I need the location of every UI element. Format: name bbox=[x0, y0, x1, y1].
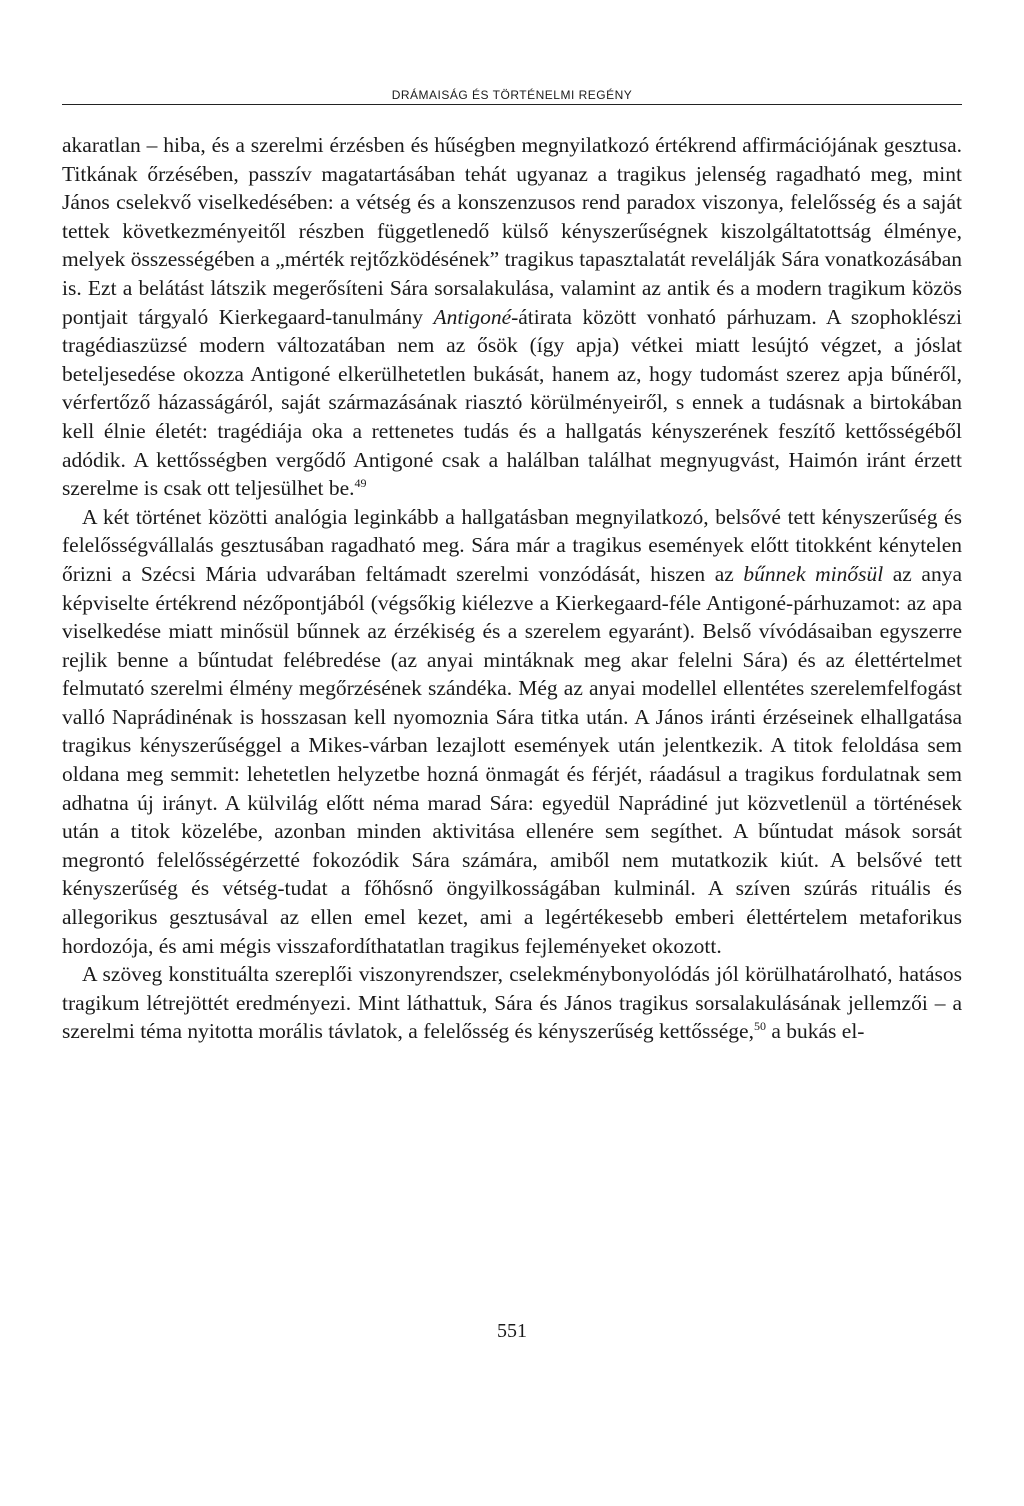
book-page bbox=[62, 88, 962, 1046]
paragraph-1: akaratlan – hiba, és a szerelmi érzésben és hűségben megnyilatkozó értékrend affirmációjának gesztusa. Titkának őrzésében, passzív magatartásában tehát ugyanaz a tragikus jelenség ragadható meg, mint János cselekvő viselkedésében: a vétség és a konszenzusos rend paradox viszonya, felelősség és a saját tettek következményeitől részben függetlenedő külső kényszerűségnek kiszolgáltatottság élménye, melyek összességében a „mérték rejtőzködésének” tragikus tapasztalatát revelálják Sára vonatkozásában is. Ezt a belátást látszik megerősíteni Sára sorsalakulása, valamint az antik és a modern tragikum közös pontjait tárgyaló Kierkegaard-tanulmány Antigoné-átirata között vonható párhuzam. A szophoklészi tragédiaszüzsé modern változatában nem az ősök (így apja) vétkei miatt lesújtó végzet, a jóslat beteljesedése okozza Antigoné elkerülhetetlen bukását, hanem az, hogy tudomást szerez apja bűnéről, vérfertőző házasságáról, saját származásának riasztó körülményeiről, s ennek a tudásnak a birtokában kell élnie életét: tragédiája oka a rettenetes tudás és a hallgatás kényszerének feszítő kettősségéből adódik. A kettősségben vergődő Antigoné csak a halálban találhat megnyugvást, Haimón iránt érzett szerelme is csak ott teljesülhet be.$^{49}$ bbox=[62, 133, 962, 501]
running-head: DRÁMAISÁG ÉS TÖRTÉNELMI REGÉNY bbox=[62, 88, 962, 105]
footnote-ref-49: 49 bbox=[354, 475, 367, 490]
footnote-ref-50: 50 bbox=[753, 1019, 766, 1034]
paragraph-2: A két történet közötti analógia leginkább a hallgatásban megnyilatkozó, belsővé tett kényszerűség és felelősségvállalás gesztusában ragadható meg. Sára már a tragikus események előtt titokként kénytelen őrizni a Szécsi Mária udvarában feltámadt szerelmi vonzódását, hiszen az bűnnek minősül az anya képviselte értékrend nézőpontjából (végsőkig kiélezve a Kierkegaard-féle Antigoné-párhuzamot: az apa viselkedése miatt minősül bűnnek az érzékiség és a szerelem egyaránt). Belső vívódásaiban egyszerre rejlik benne a bűntudat felébredése (az anyai mintáknak meg akar felelni Sára) és az élettértelmet felmutató szerelmi élmény megőrzésének szándéka. Még az anyai modellel ellentétes szerelemfelfogást valló Naprádinénak is hosszasan kell nyomoznia Sára titka után. A János iránti érzéseinek elhallgatása tragikus kényszerűséggel a Mikes-várban lezajlott események után jelentkezik. A titok feloldása sem oldana meg semmit: lehetetlen helyzetbe hozná önmagát és férjét, ráadásul a tragikus fordulatnak sem adhatna új irányt. A külvilág előtt néma marad Sára: egyedül Naprádiné jut közvetlenül a történések után a titok közelébe, azonban minden aktivitása ellenére sem segíthet. A bűntudat mások sorsát megrontó felelősségérzetté fokozódik Sára számára, amiből nem mutatkozik kiút. A belsővé tett kényszerűség és vétség-tudat a főhősnő öngyilkosságában kulminál. A szíven szúrás rituális és allegorikus gesztusával az ellen emel kezet, ami a legértékesebb emberi élettértelem metaforikus hordozója, és ami mégis visszafordíthatatlan tragikus fejleményeket okozott. bbox=[62, 504, 963, 958]
body-text bbox=[62, 131, 962, 1046]
italic-phrase: bűnnek minősül bbox=[743, 561, 884, 586]
italic-title: Antigoné bbox=[433, 304, 512, 329]
page-number: 551 bbox=[497, 1320, 527, 1342]
paragraph-3: A szöveg konstituálta szereplői viszonyrendszer, cselekménybonyolódás jól körülhatárolható, hatásos tragikum létrejöttét eredményezi. Mint láthattuk, Sára és János tragikus sorsalakulásának jellemzői – a szerelmi téma nyitotta morális távlatok, a felelősség és kényszerűség kettőssége,$^{50}$ a bukás el- bbox=[62, 962, 962, 1044]
